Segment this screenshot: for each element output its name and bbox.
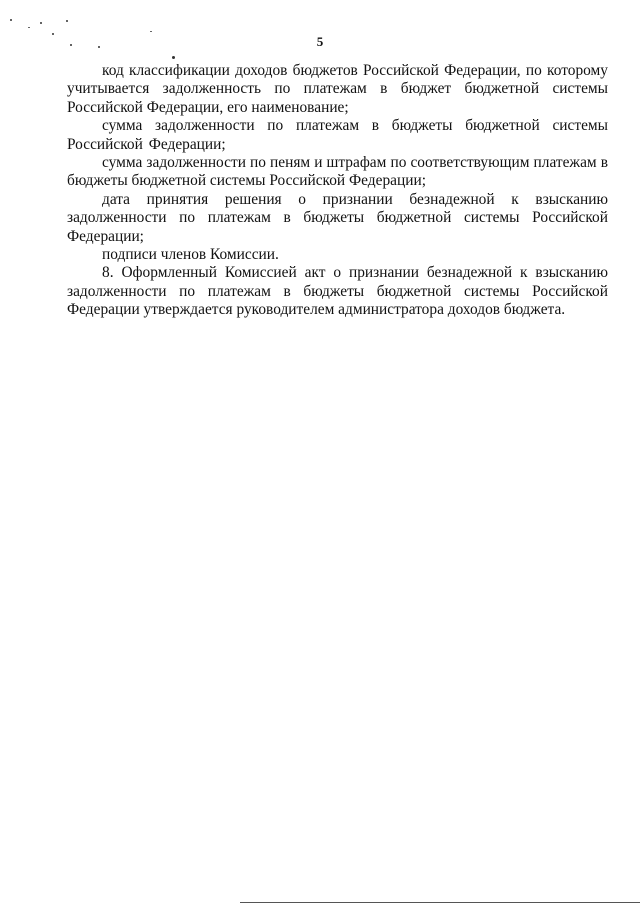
- scan-speck: [10, 19, 12, 21]
- paragraph-clause-8: 8. Оформленный Комиссией акт о признании безнадежной к взысканию задолженности по платежам в бюджеты бюджетной системы Российской Федерации утверждается руководителем администратора доходов бюджета.: [67, 264, 608, 319]
- paragraph-penalties-amount: сумма задолженности по пеням и штрафам по соответствующим платежам в бюджеты бюджетной системы Российской Федерации;: [67, 154, 608, 190]
- paragraph-signatures: подписи членов Комиссии.: [102, 246, 279, 264]
- scan-speck: [150, 31, 152, 32]
- scan-speck: [28, 27, 30, 28]
- scan-speck: [40, 22, 42, 24]
- scan-edge-line: [240, 902, 640, 903]
- scan-speck: [66, 20, 68, 22]
- paragraph-debt-amount: сумма задолженности по платежам в бюджеты бюджетной системы Российской Федерации;: [67, 117, 608, 153]
- scan-speck: [172, 56, 175, 59]
- paragraph-budget-code: код классификации доходов бюджетов Российской Федерации, по которому учитывается задолженность по платежам в бюджет бюджетной системы Российской Федерации, его наименование;: [67, 62, 608, 116]
- page-number: 5: [316, 34, 324, 49]
- document-body: [67, 62, 608, 320]
- paragraph-decision-date: дата принятия решения о признании безнадежной к взысканию задолженности по платежам в бюджеты бюджетной системы Российской Федерации;: [67, 190, 608, 245]
